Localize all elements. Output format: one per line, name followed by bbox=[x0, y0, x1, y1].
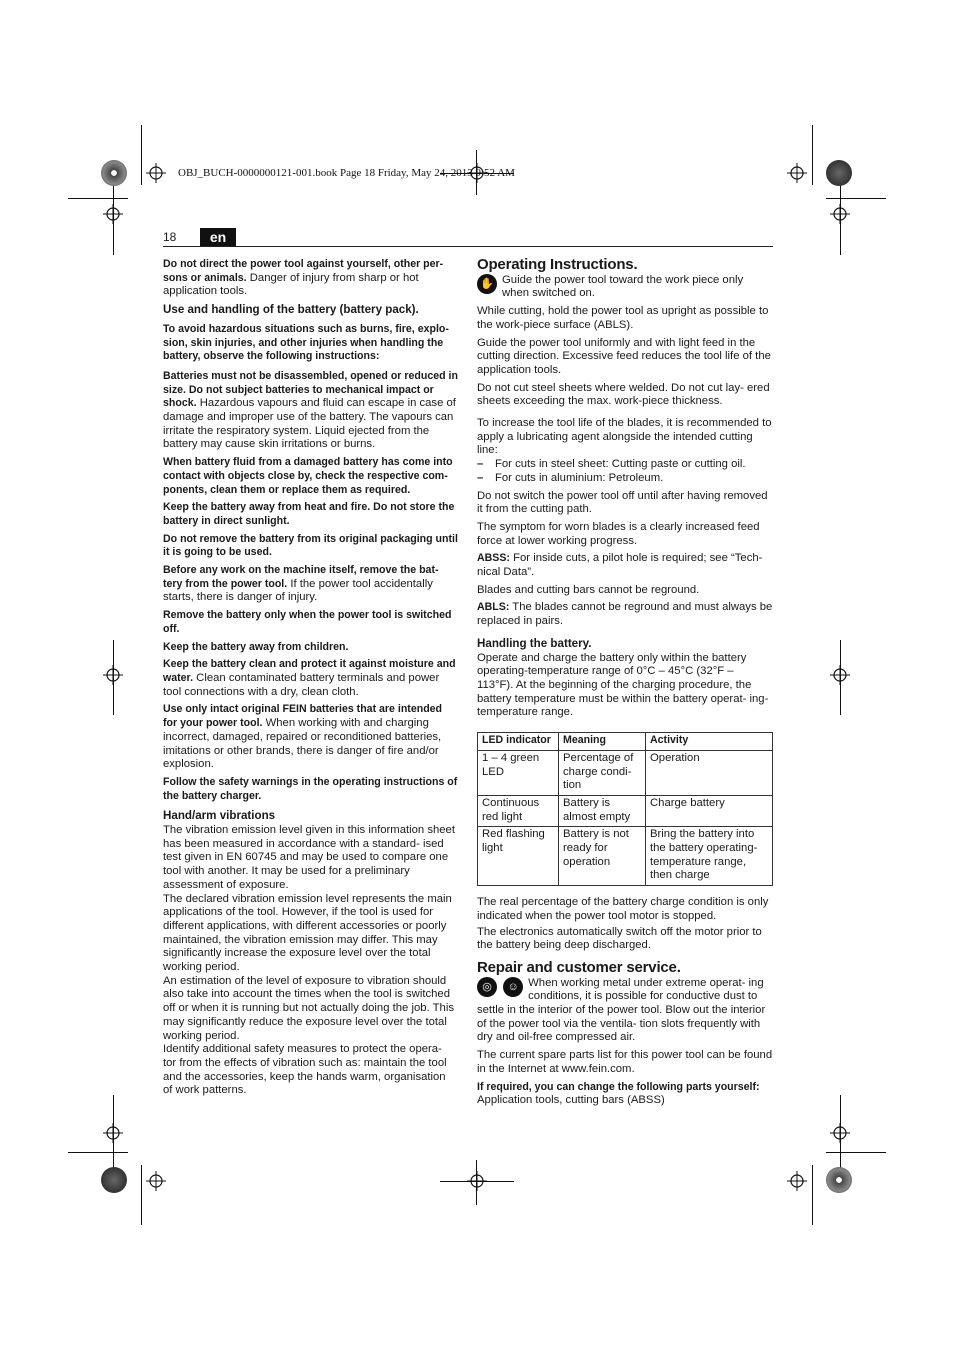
operating-paragraph: Do not cut steel sheets where welded. Do not cut lay- ered sheets exceeding the max. work-piece thickness. bbox=[477, 381, 770, 408]
battery-paragraph: Follow the safety warnings in the operating instructions of the battery charger. bbox=[163, 775, 458, 802]
header-rule bbox=[163, 246, 773, 247]
table-cell: Percentage of charge condi- tion bbox=[559, 750, 646, 795]
led-table bbox=[477, 732, 773, 886]
operating-paragraph: ✋ Guide the power tool toward the work piece only when switched on. bbox=[477, 274, 773, 301]
hand-switch-icon: ✋ bbox=[477, 274, 497, 294]
left-column bbox=[163, 258, 458, 1098]
repair-paragraph: If required, you can change the following parts yourself: bbox=[477, 1080, 760, 1093]
battery-paragraph: Remove the battery only when the power tool is switched off. bbox=[163, 609, 452, 635]
table-cell: Continuous red light bbox=[478, 795, 559, 826]
dust-mask-icon: ☺ bbox=[503, 977, 523, 997]
battery-note: The electronics automatically switch off the motor prior to the battery being deep discharged. bbox=[477, 925, 762, 952]
table-cell: Charge battery bbox=[646, 795, 773, 826]
page-number: 18 bbox=[163, 230, 177, 244]
battery-paragraph: Do not remove the battery from its original packaging until it is going to be used. bbox=[163, 532, 458, 559]
battery-paragraph: Keep the battery away from heat and fire. Do not store the battery in direct sunlight. bbox=[163, 501, 455, 527]
table-cell: Battery is not ready for operation bbox=[559, 827, 646, 886]
list-item: – For cuts in aluminium: Petroleum. bbox=[477, 471, 664, 484]
battery-paragraph: Batteries must not be disassembled, opened or reduced in size. Do not subject batteries to mechanical impact or shock. Hazardous vapours and fluid can escape in case of damage and improper use of the battery. The vapours can irritate the respiratory system. Liquid ejected from the battery may cause skin irritations or burns. bbox=[163, 369, 458, 451]
table-header: Meaning bbox=[559, 733, 646, 751]
table-cell: Bring the battery into the battery operating- temperature range, then charge bbox=[646, 827, 773, 886]
table-header: Activity bbox=[646, 733, 773, 751]
table-cell: Red flashing light bbox=[478, 827, 559, 886]
battery-paragraph: Keep the battery away from children. bbox=[163, 640, 349, 653]
table-header-row bbox=[478, 733, 773, 751]
battery-note: The real percentage of the battery charge condition is only indicated when the power tool motor is stopped. bbox=[477, 896, 769, 922]
operating-paragraph: Blades and cutting bars cannot be reground. bbox=[477, 583, 700, 596]
file-info-header: OBJ_BUCH-0000000121-001.book Page 18 Friday, May 24, 2013 9:52 AM bbox=[178, 167, 515, 179]
table-row bbox=[478, 750, 773, 795]
battery-paragraph: When battery fluid from a damaged battery has come into contact with objects close by, check the respective com- ponents, clean them or replace them as required. bbox=[163, 456, 453, 496]
operating-paragraph: Guide the power tool uniformly and with light feed in the cutting direction. Excessive feed reduces the tool life of the application tools. bbox=[477, 336, 771, 376]
vibration-paragraph: Identify additional safety measures to protect the opera- tor from the effects of vibration such as: maintain the tool and the accessories, keep the hands warm, organisation of work patterns. bbox=[163, 1043, 447, 1097]
table-cell: Battery is almost empty bbox=[559, 795, 646, 826]
battery-heading: Use and handling of the battery (battery pack). bbox=[163, 303, 419, 317]
abls-paragraph: ABLS: The blades cannot be reground and must always be replaced in pairs. bbox=[477, 601, 773, 628]
battery-paragraph: Use only intact original FEIN batteries that are intended for your power tool. When working with and charging incorrect, damaged, repaired or reconditioned batteries, imitations or other brands, there is danger of fire and/or explosion. bbox=[163, 703, 443, 771]
language-badge: en bbox=[200, 228, 236, 246]
battery-paragraph: Keep the battery clean and protect it against moisture and water. Clean contaminated battery terminals and power tool connections with a dry, clean cloth. bbox=[163, 658, 456, 698]
battery-paragraph: Before any work on the machine itself, remove the bat- tery from the power tool. If the power tool accidentally starts, there is danger of injury. bbox=[163, 564, 439, 604]
handling-heading: Handling the battery. bbox=[477, 636, 592, 650]
operating-paragraph: To increase the tool life of the blades, it is recommended to apply a lubricating agent alongside the intended cutting line: bbox=[477, 417, 772, 457]
vibration-paragraph: The vibration emission level given in this information sheet has been measured in accordance with a standard- ised test given in EN 60745 and may be used to compare one tool with another. It may be used for a preliminary assessment of exposure. bbox=[163, 824, 455, 891]
safety-paragraph: Do not direct the power tool against yourself, other per- sons or animals. Danger of injury from sharp or hot application tools. bbox=[163, 258, 444, 298]
safety-goggles-icon: ◎ bbox=[477, 977, 497, 997]
table-header: LED indicator bbox=[478, 733, 559, 751]
vibration-paragraph: An estimation of the level of exposure to vibration should also take into account the times when the tool is switched off or when it is running but not actually doing the job. This may significantly reduce the exposure level over the total working period. bbox=[163, 974, 454, 1042]
repair-paragraph: ◎ ☺ When working metal under extreme operat- ing conditions, it is possible for conductive dust to settle in the interior of the power tool. Blow out the interior of the power tool via the ventila- tion slots frequently with dry and oil-free compressed air. bbox=[477, 976, 766, 1044]
list-item: – For cuts in steel sheet: Cutting paste or cutting oil. bbox=[477, 458, 746, 471]
repair-heading: Repair and customer service. bbox=[477, 958, 681, 976]
operating-paragraph: While cutting, hold the power tool as upright as possible to the work-piece surface (ABLS). bbox=[477, 305, 769, 331]
vibration-heading: Hand/arm vibrations bbox=[163, 809, 276, 823]
battery-intro: To avoid hazardous situations such as burns, fire, explo- sion, skin injuries, and other injuries when handling the battery, observe the following instructions: bbox=[163, 322, 449, 363]
operating-paragraph: The symptom for worn blades is a clearly increased feed force at lower working progress. bbox=[477, 520, 760, 547]
right-column bbox=[477, 258, 773, 1112]
repair-paragraph: Application tools, cutting bars (ABSS) bbox=[477, 1094, 665, 1107]
operating-heading: Operating Instructions. bbox=[477, 256, 638, 273]
table-cell: Operation bbox=[646, 750, 773, 795]
vibration-paragraph: The declared vibration emission level represents the main applications of the tool. However, if the tool is used for different applications, with different accessories or poorly maintained, the vibration emission may differ. This may significantly increase the exposure level over the total working period. bbox=[163, 892, 452, 974]
repair-paragraph: The current spare parts list for this power tool can be found in the Internet at www.fein.com. bbox=[477, 1049, 773, 1075]
table-row bbox=[478, 827, 773, 886]
abss-paragraph: ABSS: For inside cuts, a pilot hole is required; see “Tech- nical Data”. bbox=[477, 552, 763, 579]
table-cell: 1 – 4 green LED bbox=[478, 750, 559, 795]
handling-paragraph: Operate and charge the battery only within the battery operating-temperature range of 0°C – 45°C (32°F – 113°F). At the beginning of the charging procedure, the battery temperature must be within the battery operat- ing-temperature range. bbox=[477, 651, 769, 719]
table-row bbox=[478, 795, 773, 826]
operating-paragraph: Do not switch the power tool off until after having removed it from the cutting path. bbox=[477, 489, 768, 516]
